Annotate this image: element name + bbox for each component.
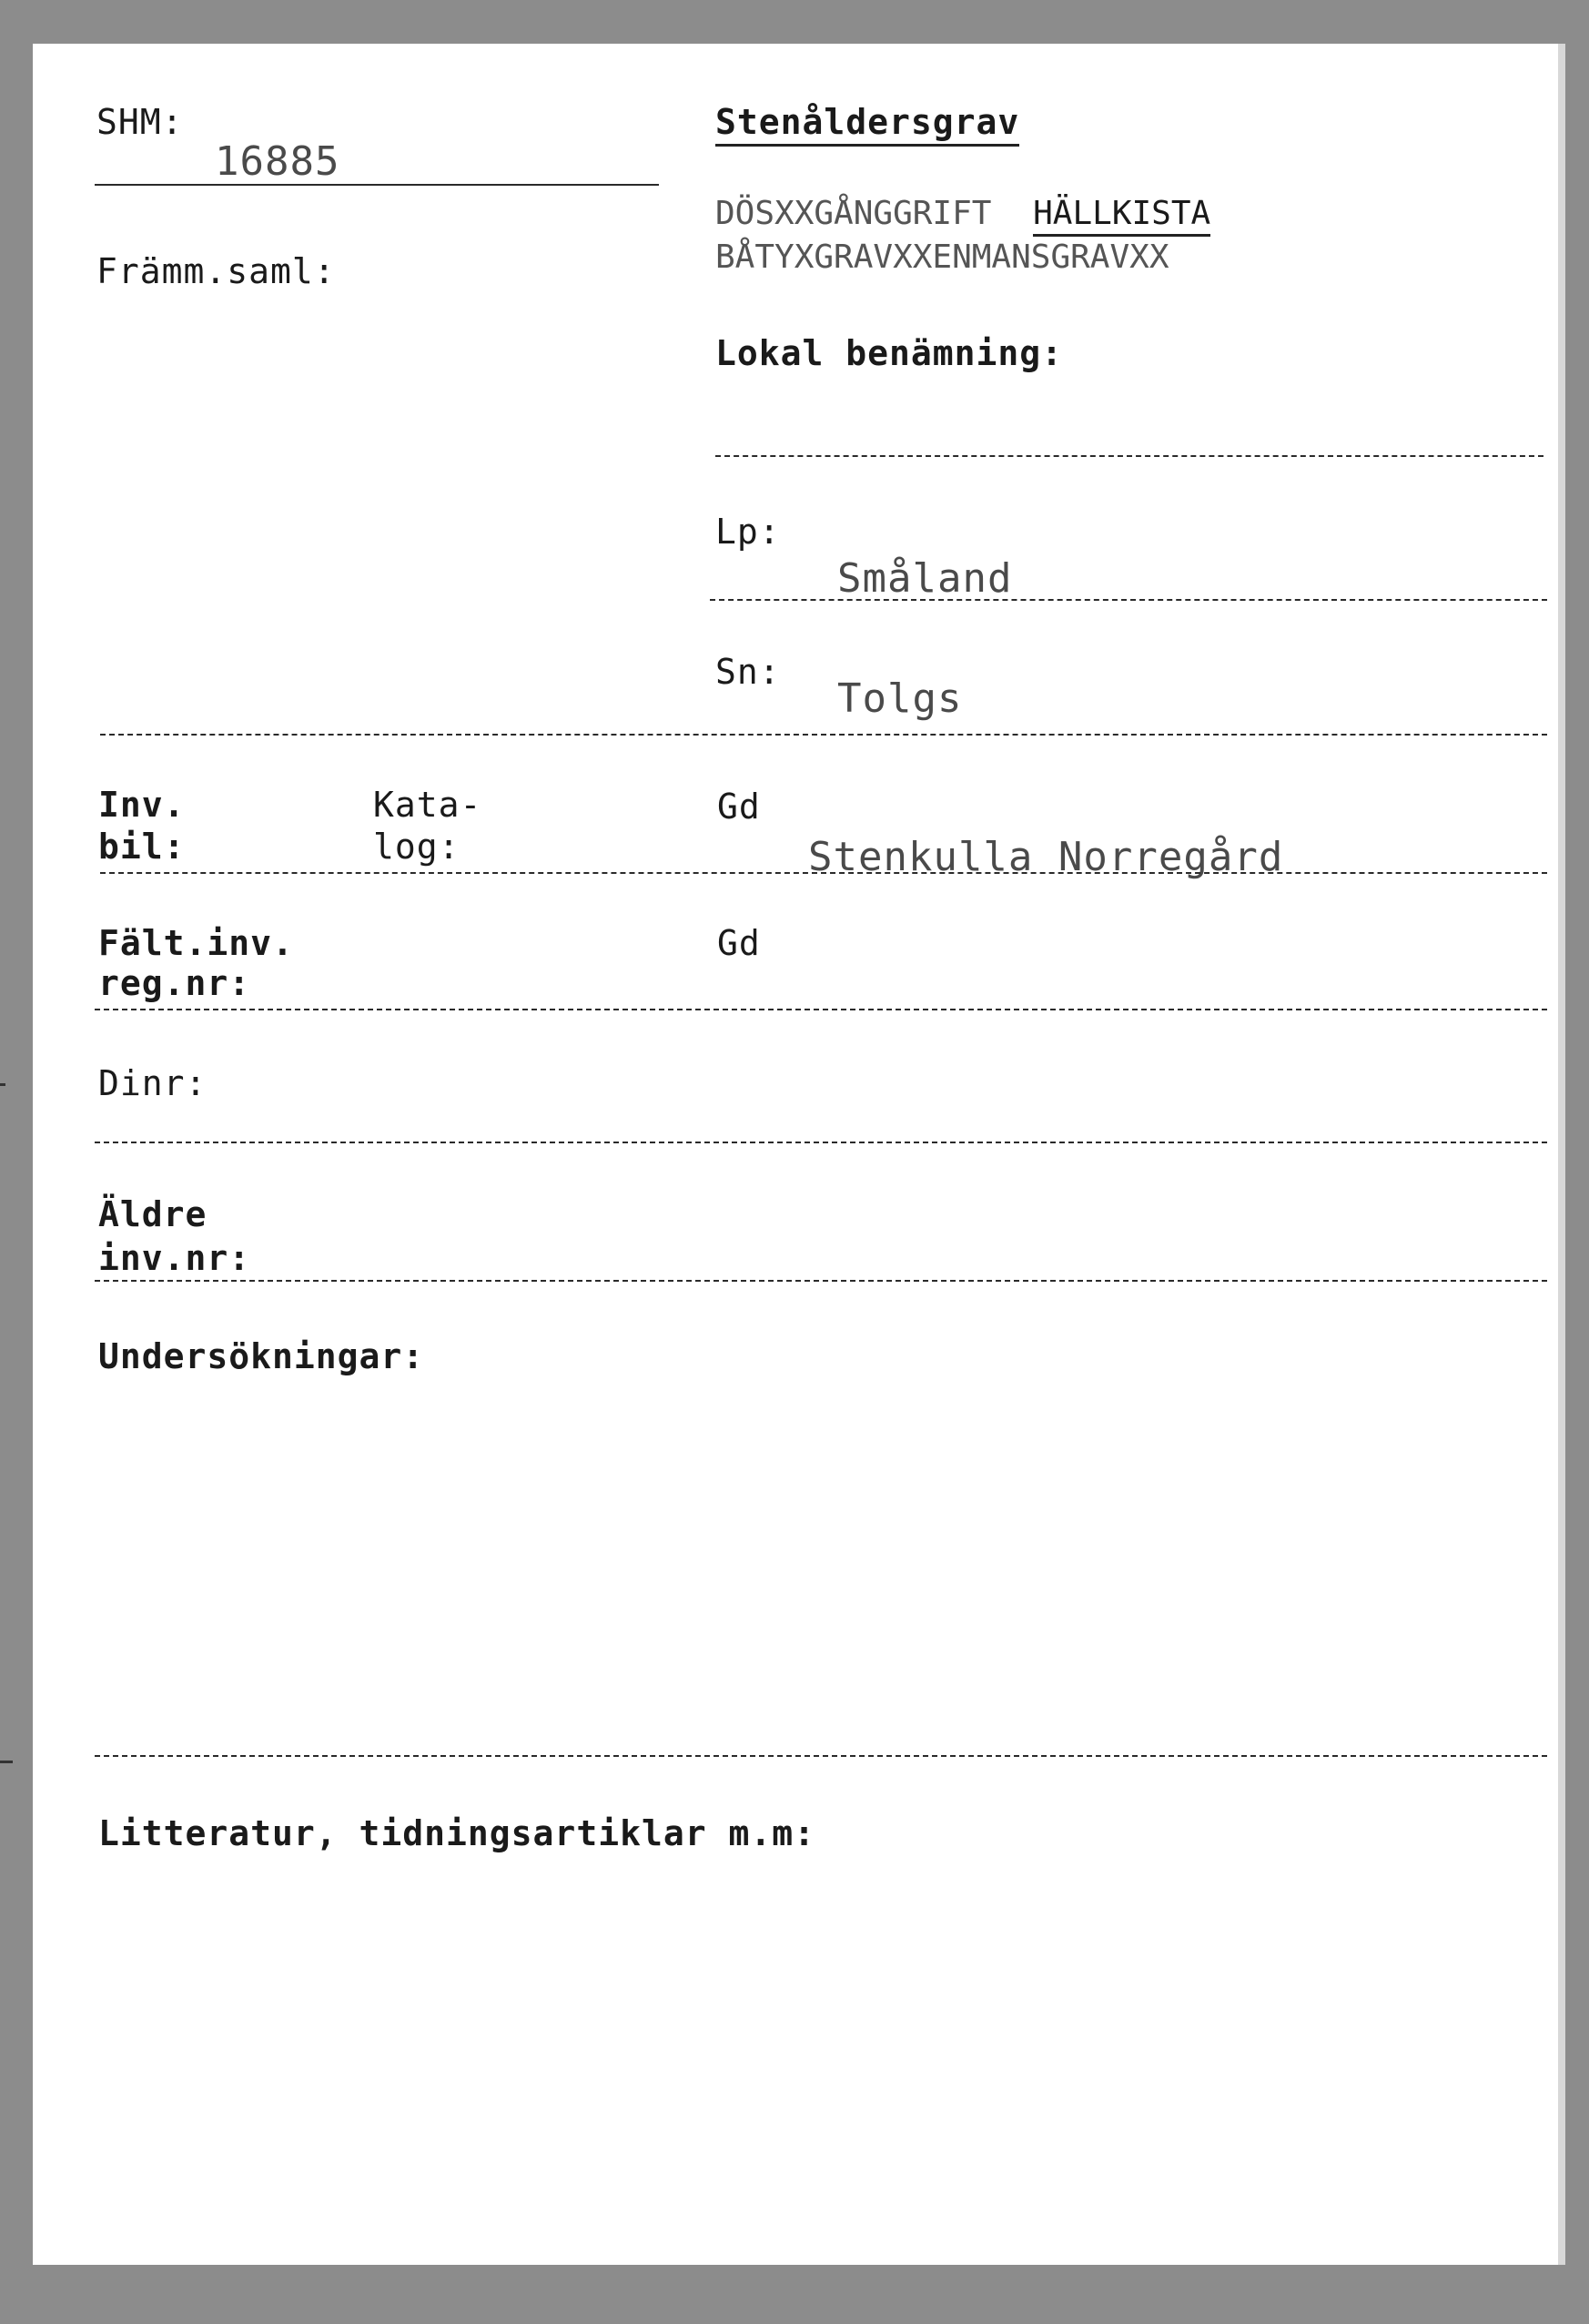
falt-inv-label-2: reg.nr: [98, 963, 251, 1003]
grave-type-line-1 [715, 195, 1210, 232]
gd-label-1: Gd [717, 787, 761, 827]
category-title: Stenåldersgrav [715, 102, 1019, 142]
gd-label-2: Gd [717, 923, 761, 963]
section-divider-3 [95, 1009, 1547, 1010]
index-card [33, 44, 1565, 2265]
sn-value: Tolgs [837, 675, 963, 722]
grave-type-struck-1: DÖSXXGÅNGGRIFT [715, 195, 992, 232]
falt-inv-label-1: Fält.inv. [98, 923, 294, 963]
inv-bil-label-1: Inv. [98, 785, 186, 825]
lokal-benamning-line [715, 455, 1543, 457]
grave-type-selected: HÄLLKISTA [1033, 195, 1210, 237]
framm-saml-label: Främm.saml: [96, 251, 336, 291]
aldre-label-1: Äldre [98, 1194, 207, 1234]
katalog-label-2: log: [373, 827, 461, 867]
shm-number: 16885 [215, 138, 340, 185]
lp-label: Lp: [715, 512, 781, 552]
edge-mark [0, 1761, 13, 1763]
inv-bil-label-2: bil: [98, 827, 186, 867]
section-divider-2 [100, 872, 1547, 874]
section-divider-6 [95, 1755, 1547, 1757]
gd-value-1: Stenkulla Norregård [808, 834, 1284, 880]
grave-type-struck-2: BÅTYXGRAVXXENMANSGRAVXX [715, 238, 1169, 276]
undersokningar-label: Undersökningar: [98, 1336, 425, 1376]
section-divider-1 [100, 734, 1547, 736]
sn-label: Sn: [715, 652, 781, 692]
katalog-label-1: Kata- [373, 785, 482, 825]
lp-line [710, 599, 1547, 601]
section-divider-5 [95, 1280, 1547, 1282]
aldre-label-2: inv.nr: [98, 1238, 251, 1278]
lokal-benamning-label: Lokal benämning: [715, 333, 1064, 373]
section-divider-4 [95, 1142, 1547, 1143]
lp-value: Småland [837, 555, 1013, 602]
edge-mark [0, 1083, 5, 1086]
litteratur-label: Litteratur, tidningsartiklar m.m: [98, 1813, 815, 1853]
grave-type-line-2 [715, 238, 1169, 276]
dinr-label: Dinr: [98, 1063, 207, 1103]
shm-underline [95, 184, 659, 186]
shm-label: SHM: [96, 102, 184, 142]
